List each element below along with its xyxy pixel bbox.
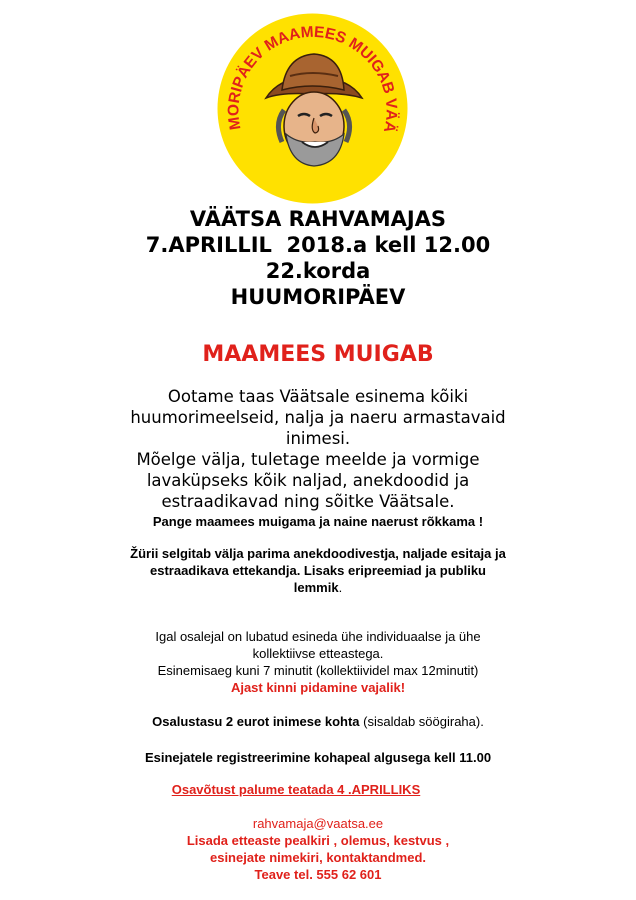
jury-paragraph <box>0 545 636 596</box>
intro-text: Ootame taas Väätsale esinema kõiki <box>167 387 469 406</box>
fee-line <box>0 713 636 730</box>
event-header <box>0 206 636 310</box>
contact-instructions: esinejate nimekiri, kontaktandmed. <box>209 850 427 865</box>
jury-text: Žürii selgitab välja parima anekdoodivestja, naljade esitaja ja <box>130 546 506 561</box>
venue-line: VÄÄTSA RAHVAMAJAS <box>189 207 447 231</box>
event-type-line: HUUMORIPÄEV <box>230 285 406 309</box>
logo-arc-text: MORIPÄEV MAAMEES MUIGAB VÄÄ <box>225 23 400 135</box>
slogan: Pange maamees muigama ja naine naerust rõkkama ! <box>152 514 484 529</box>
rules-text: Igal osalejal on lubatud esineda ühe individuaalse ja ühe <box>155 629 481 644</box>
logo-graphic <box>216 12 409 205</box>
fee-amount: Osalustasu 2 eurot inimese kohta <box>152 714 360 729</box>
intro-paragraph-1 <box>0 386 636 449</box>
event-logo <box>216 12 409 205</box>
rules-text: kollektiivse etteastega. <box>252 646 384 661</box>
intro-text: huumorimeelseid, nalja ja naeru armastavaid <box>130 408 506 427</box>
time-warning: Ajast kinni pidamine vajalik! <box>230 680 406 695</box>
deadline-line <box>0 781 614 798</box>
intro-text: lavaküpseks kõik naljad, anekdoodid ja <box>146 471 470 490</box>
contact-instructions: Lisada etteaste pealkiri , olemus, kestvus , <box>186 833 450 848</box>
contact-email[interactable]: rahvamaja@vaatsa.ee <box>252 816 384 831</box>
rules-text: Esinemisaeg kuni 7 minutit (kollektiividel max 12minutit) <box>157 663 479 678</box>
edition-line: 22.korda <box>265 259 371 283</box>
jury-text <box>0 579 636 596</box>
date-line: 7.APRILLIL 2018.a kell 12.00 <box>145 233 491 257</box>
intro-text: inimesi. <box>285 429 351 448</box>
intro-text: estraadikavad ning sõitke Väätsale. <box>161 492 455 511</box>
event-title: MAAMEES MUIGAB <box>202 342 434 367</box>
deadline-text: Osavõtust palume teatada 4 .APRILLIKS <box>171 782 421 797</box>
contact-block <box>0 815 636 883</box>
intro-text: Mõelge välja, tuletage meelde ja vormige <box>136 450 480 469</box>
rules-paragraph <box>0 628 636 696</box>
registration-line: Esinejatele registreerimine kohapeal algusega kell 11.00 <box>144 750 492 765</box>
fee-note: (sisaldab söögiraha). <box>359 714 484 729</box>
contact-phone: Teave tel. 555 62 601 <box>254 867 382 882</box>
jury-period: . <box>338 580 343 595</box>
jury-favourite: lemmik <box>293 580 339 595</box>
intro-paragraph-2 <box>0 449 626 512</box>
jury-text: estraadikava ettekandja. Lisaks eripreemiad ja publiku <box>150 563 486 578</box>
